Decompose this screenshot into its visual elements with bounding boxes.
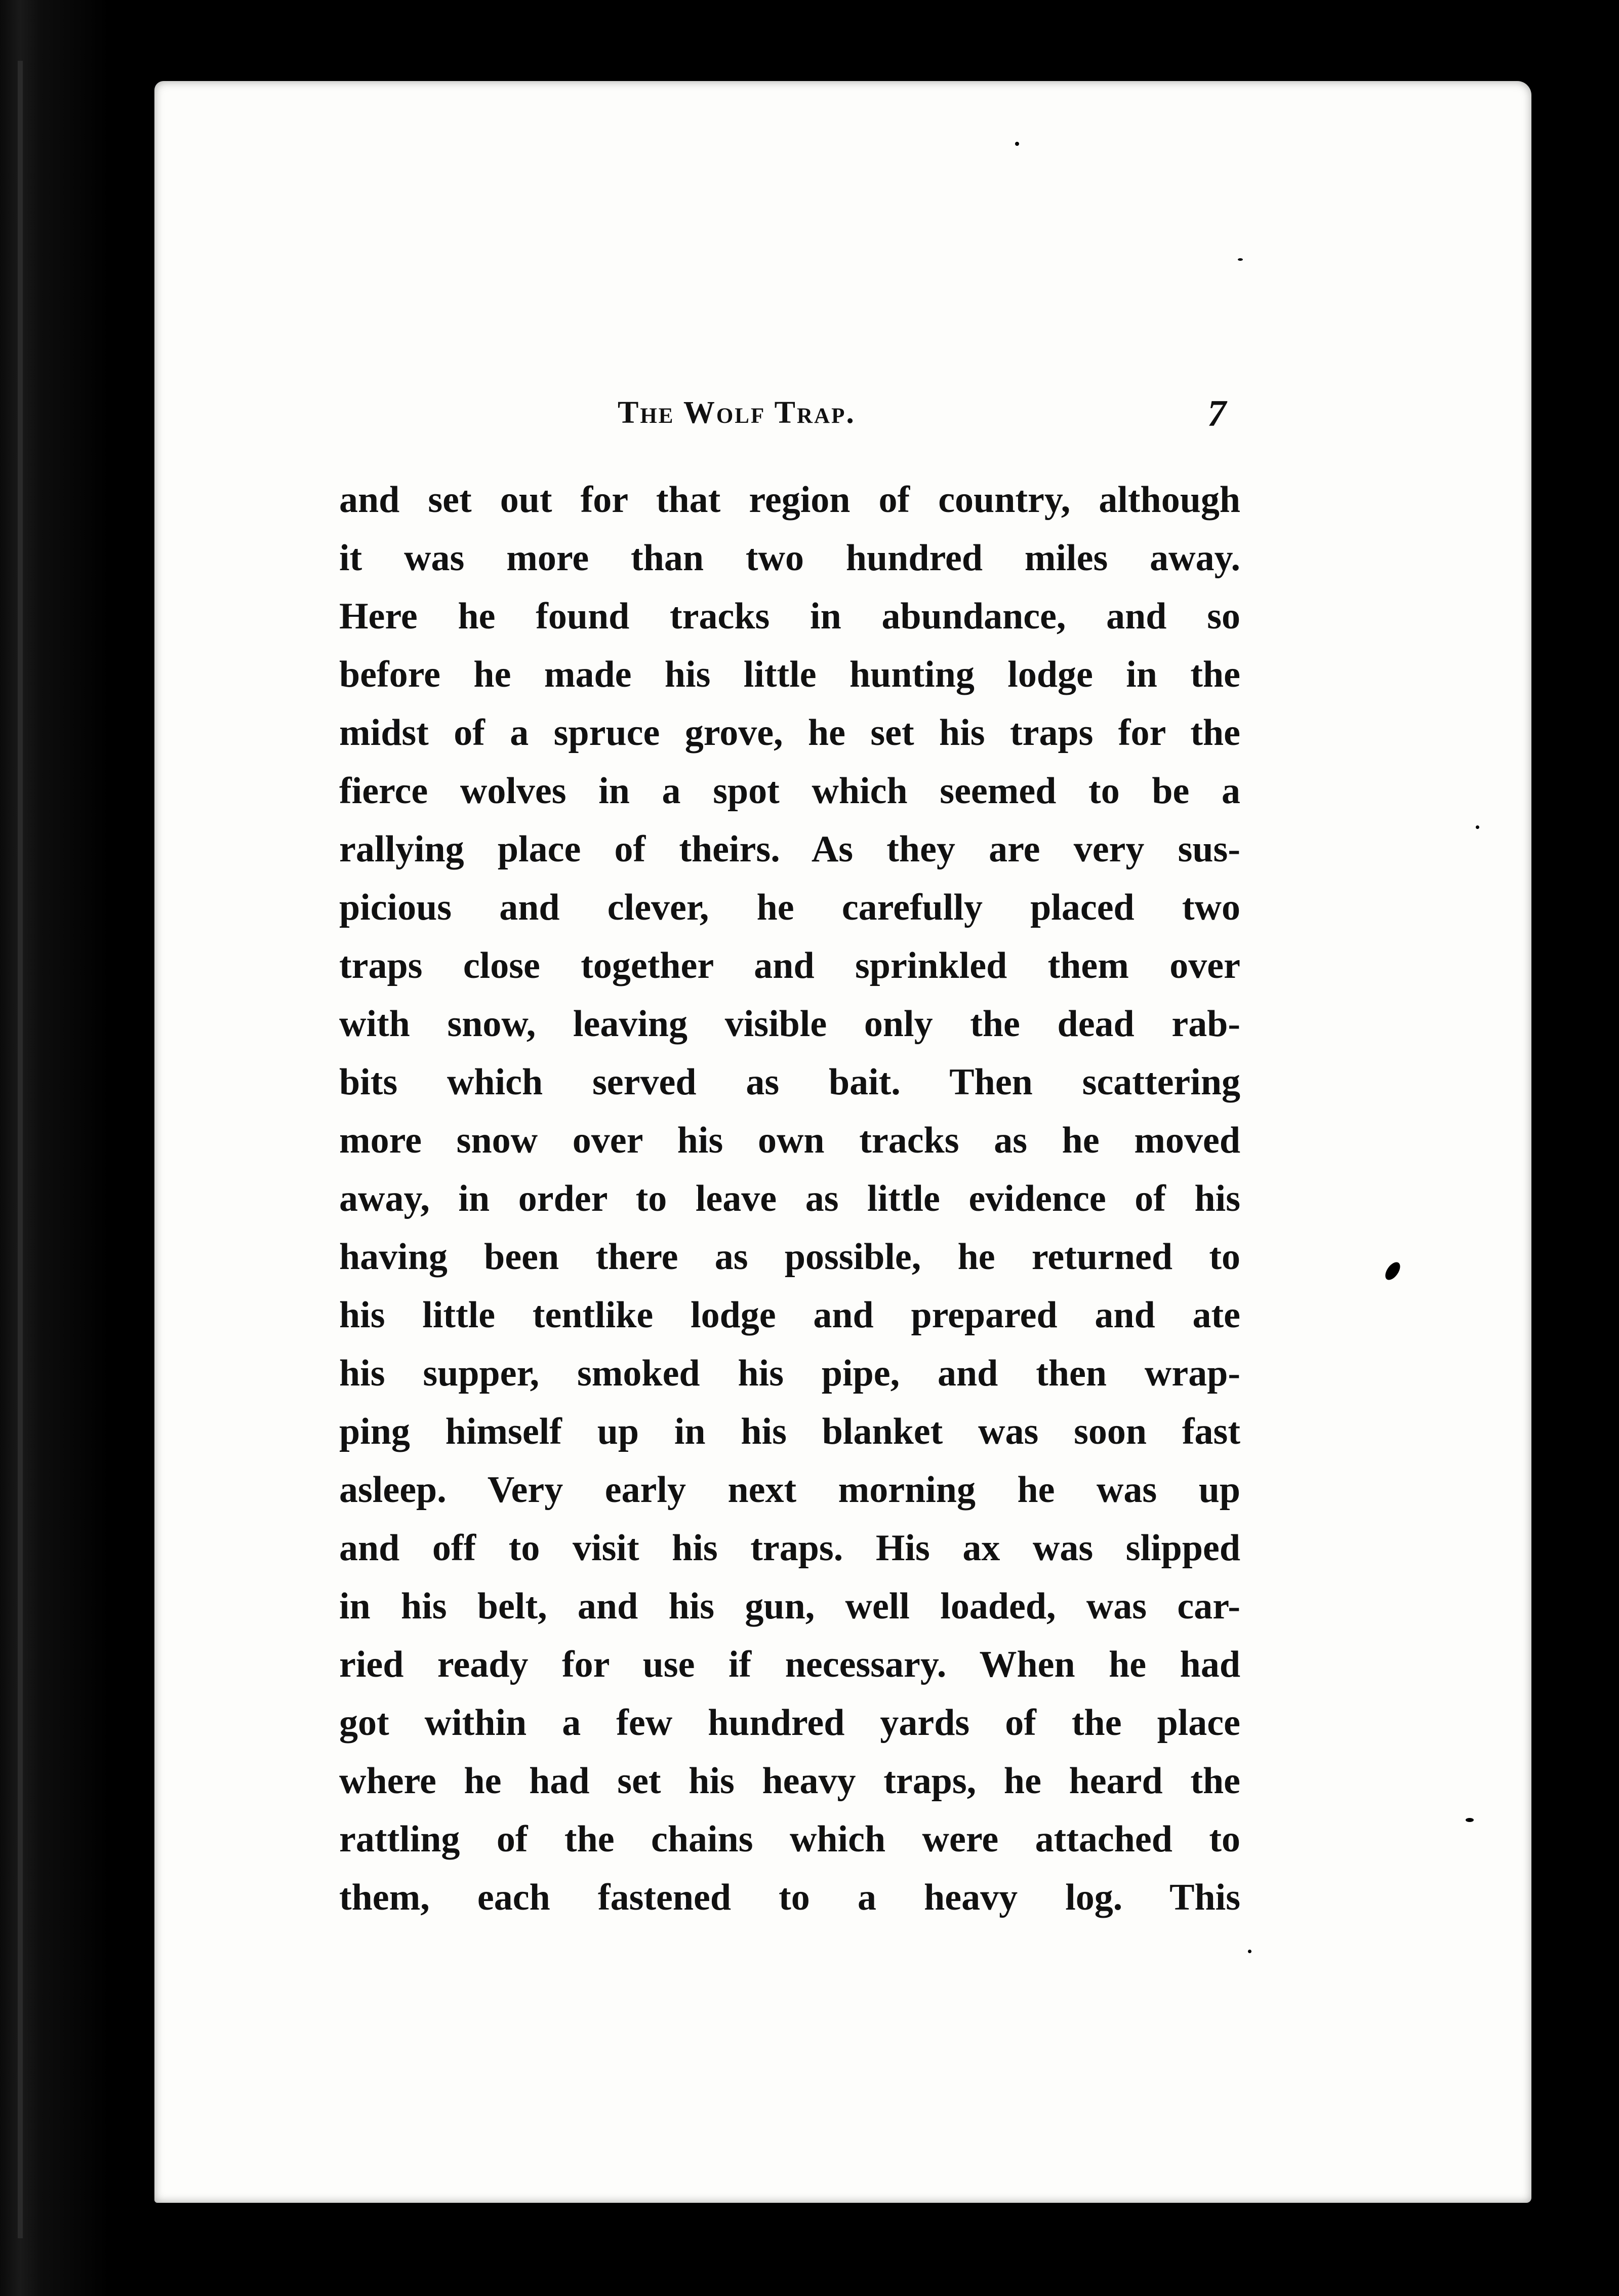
scan-speck: [1383, 1259, 1403, 1282]
text-line: rallying place of theirs. As they are very sus-: [339, 828, 1240, 870]
text-line: where he had set his heavy traps, he heard the: [339, 1760, 1240, 1802]
text-line: having been there as possible, he returned to: [339, 1236, 1240, 1278]
text-line: before he made his little hunting lodge in the: [339, 654, 1240, 695]
text-line: them, each fastened to a heavy log. This: [339, 1877, 1240, 1918]
text-line: it was more than two hundred miles away.: [339, 537, 1240, 579]
text-line: ping himself up in his blanket was soon fast: [339, 1411, 1240, 1452]
running-head: The Wolf Trap.: [618, 395, 856, 430]
text-line: traps close together and sprinkled them over: [339, 945, 1240, 986]
text-line: ried ready for use if necessary. When he had: [339, 1644, 1240, 1685]
text-line: his supper, smoked his pipe, and then wrap-: [339, 1353, 1240, 1394]
scan-speck: [1476, 825, 1479, 829]
scan-speck: [1238, 258, 1243, 261]
text-line: his little tentlike lodge and prepared and ate: [339, 1294, 1240, 1336]
text-line: picious and clever, he carefully placed two: [339, 887, 1240, 928]
text-line: asleep. Very early next morning he was up: [339, 1469, 1240, 1511]
text-line: got within a few hundred yards of the place: [339, 1702, 1240, 1744]
text-line: away, in order to leave as little evidence of his: [339, 1178, 1240, 1219]
text-line: with snow, leaving visible only the dead rab-: [339, 1003, 1240, 1045]
text-line: and off to visit his traps. His ax was slipped: [339, 1527, 1240, 1569]
text-line: rattling of the chains which were attached to: [339, 1818, 1240, 1860]
scan-speck: [1466, 1818, 1474, 1822]
scan-speck: [1248, 1950, 1251, 1953]
scan-border-left: [0, 0, 109, 2296]
text-line: and set out for that region of country, although: [339, 479, 1240, 521]
text-line: bits which served as bait. Then scattering: [339, 1061, 1240, 1103]
text-line: fierce wolves in a spot which seemed to be a: [339, 770, 1240, 812]
text-line: in his belt, and his gun, well loaded, was car-: [339, 1586, 1240, 1627]
text-line: Here he found tracks in abundance, and so: [339, 596, 1240, 637]
page-number: 7: [1207, 393, 1226, 434]
scan-speck: [1015, 142, 1019, 146]
text-line: more snow over his own tracks as he moved: [339, 1120, 1240, 1161]
body-text: [339, 471, 1240, 1927]
text-line: midst of a spruce grove, he set his traps for the: [339, 712, 1240, 754]
